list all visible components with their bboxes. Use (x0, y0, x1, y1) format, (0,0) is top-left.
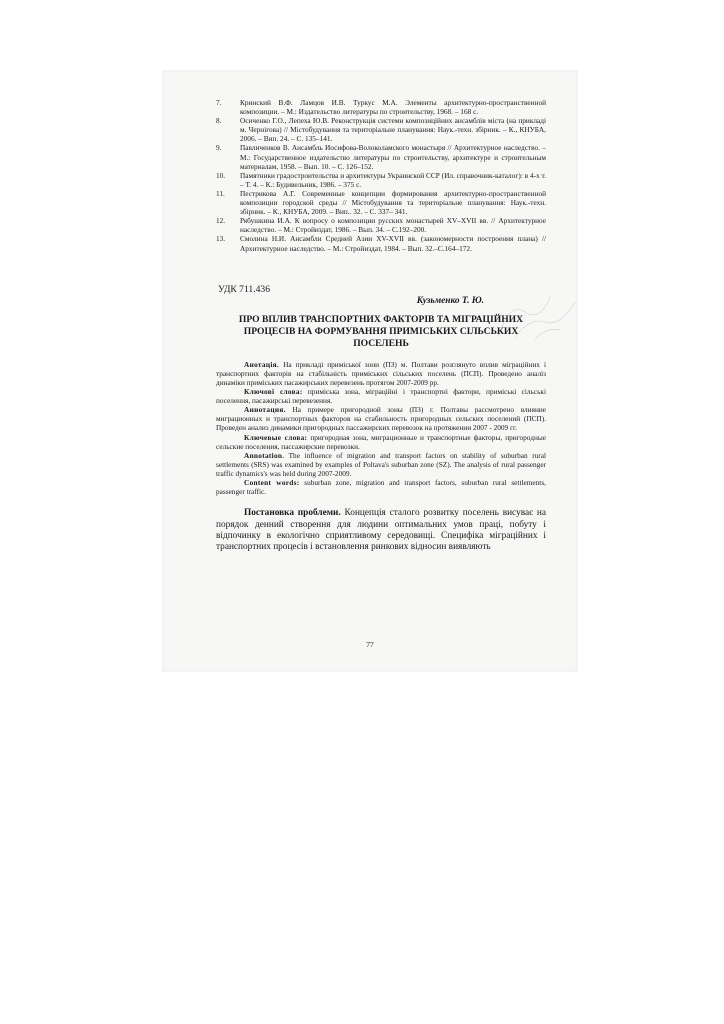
udc-code: УДК 711.436 (218, 283, 270, 295)
article-title: ПРО ВПЛИВ ТРАНСПОРТНИХ ФАКТОРІВ ТА МІГРАЦІЙНИХ ПРОЦЕСІВ НА ФОРМУВАННЯ ПРИМІСЬКИХ СІЛЬСЬКИХ ПОСЕЛЕНЬ (238, 313, 524, 349)
keywords-uk (216, 387, 546, 405)
reference-text: Пестрикова А.Г. Современные концепции формирования архитектурно-пространственной композиции городской среды // Містобудування та територіальне планування: Наук.-техн. збірник. – К., КНУБА, 2009. – Вип.. 32. – С. 337– 341. (240, 188, 546, 217)
handwritten-annotation-icon (490, 282, 580, 342)
reference-text: Рябушкина И.А. К вопросу о композиции русских монастырей XV–XVII вв. // Архитектурное наследство. – М.: Стройиздат, 1986. – Вып. 34. – С.192–200. (240, 216, 546, 235)
scanned-page (162, 70, 578, 672)
reference-item (216, 98, 546, 116)
problem-statement (216, 508, 546, 554)
reference-number: 13. (216, 234, 226, 244)
keywords-text: suburban zone, migration and transport factors, suburban rural settlements, passenger traffic. (216, 478, 546, 497)
reference-number: 9. (216, 143, 222, 153)
abstract-uk (216, 360, 546, 387)
keywords-label: Ключевые слова: (244, 432, 308, 442)
reference-number: 12. (216, 216, 226, 226)
abstracts (216, 360, 546, 496)
section-text: Концепція сталого розвитку поселень висуває на порядок денний створення для людини оптимальних умов праці, побуту і відпочинку в екологічно сприятливому середовищі. Специфіка міграційних і транспортних процесів і встановлення ринкових відносин виявляють (216, 508, 546, 553)
reference-text: Смолина Н.И. Ансамбли Средней Азии XV-XVII вв. (закономерности построения плана) // Архитектурное наследство. – М.: Стройиздат, 1984. – Вып. 32.–С.164–172. (240, 234, 546, 253)
article-author: Кузьменко Т. Ю. (416, 295, 484, 306)
reference-text: Павличенков В. Ансамбль Иосифова-Волоколамского монастыря // Архитектурное наследство. – М.: Государственное издательство литературы по строительству, архитектуре и строительным материалам, 1958. – Вып. 10. – С. 126–152. (240, 143, 546, 171)
abstract-en (216, 451, 546, 478)
reference-number: 8. (216, 116, 222, 126)
reference-text: Осиченко Г.О., Лепеха Ю.В. Реконструкція системи композиційних ансамблів міста (на прикладі м. Чернігова) // Містобудування та територіальне планування: Наук.-техн. збірник. – К., КНУБА, 2006. – Вип. 24. – С. 135–141. (240, 116, 546, 144)
reference-item (216, 116, 546, 143)
reference-text: Памятники градостроительства и архитектуры Украинской ССР (Ил. справочник-каталог): в 4-х т. – Т. 4. – К.: Будивельник, 1986. – 375 с. (240, 170, 546, 189)
keywords-text: пригородная зона, миграционные и транспортные факторы, пригородные сельские поселения, пассажирские перевозки. (216, 432, 547, 451)
reference-item (216, 171, 546, 189)
reference-list (216, 98, 546, 253)
keywords-en (216, 478, 546, 496)
abstract-label: Annotation (244, 450, 283, 460)
reference-item (216, 189, 546, 216)
reference-number: 10. (216, 170, 226, 180)
abstract-text: На прикладі приміської зони (ПЗ) м. Полтави розглянуто вплив міграційних і транспортних факторів на стабільність приміських сільських поселень (ПСП). Проведено аналіз динаміки приміських пасажирських перевезень протягом 2007-2009 рр. (216, 359, 546, 387)
abstract-label: Аннотация. (244, 405, 286, 415)
section-heading: Постановка проблеми. (244, 508, 341, 519)
page-number: 77 (366, 640, 374, 649)
reference-item (216, 143, 546, 170)
abstract-label: Анотація. (244, 359, 280, 369)
reference-item (216, 216, 546, 234)
abstract-ru (216, 405, 546, 432)
reference-number: 7. (216, 98, 222, 107)
reference-text: Кринский В.Ф. Ламцов И.В. Туркус М.А. Элементы архитектурно-пространственной композиции. – М.: Издательство литературы по строительству, 1968. – 168 с. (240, 98, 546, 117)
keywords-ru (216, 433, 546, 451)
keywords-label: Ключові слова: (244, 387, 303, 397)
reference-item (216, 234, 546, 252)
abstract-text: . The influence of migration and transport factors on stability of suburban rural settlements (SRS) was examined by examples of Poltava's suburban zone (SZ). The analysis of rural passenger traffic dynamics's was held during 2007-2009. (216, 450, 546, 478)
keywords-text: приміська зона, міграційні і транспортні фактори, приміські сільські поселення, пасажирські перевезення. (216, 387, 546, 406)
abstract-text: На примере пригородной зоны (ПЗ) г. Полтавы рассмотрено влияние миграционных и транспортных факторов на стабильность пригородных сельских поселений (ПСП). Проведен анализ динамики пригородных пассажирских перевозок на протяжении 2007 - 2009 гг. (216, 405, 546, 433)
keywords-label: Content words: (244, 478, 300, 487)
reference-number: 11. (216, 188, 225, 198)
